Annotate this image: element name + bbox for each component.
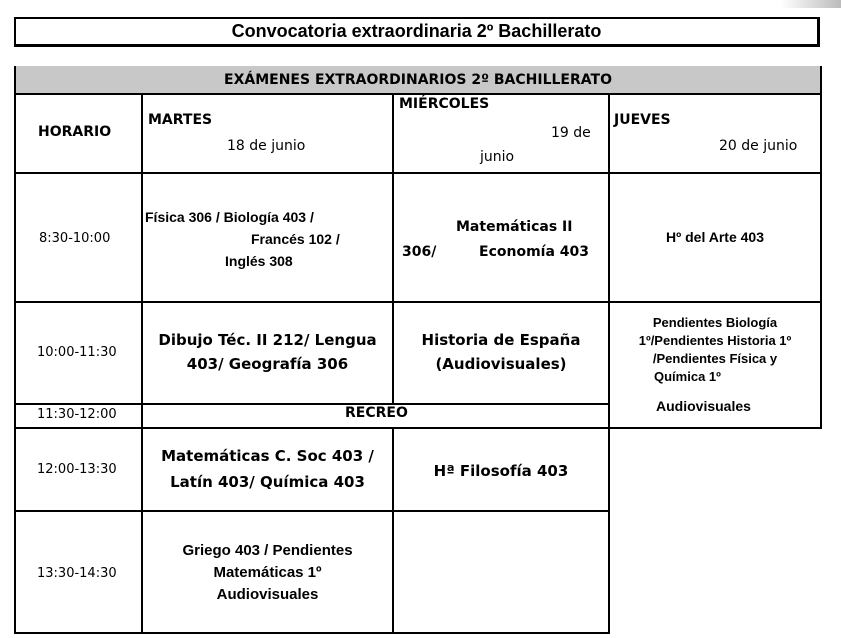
time-slot-5: 13:30-14:30 bbox=[37, 566, 117, 581]
exam-line: Matemáticas 1º bbox=[213, 564, 322, 581]
exam-line: Pendientes Biología bbox=[652, 315, 778, 330]
exam-line: Audiovisuales bbox=[656, 398, 751, 414]
time-slot-1: 8:30-10:00 bbox=[39, 231, 111, 246]
time-slot-2: 10:00-11:30 bbox=[37, 345, 117, 360]
exam-line: Física 306 / Biología 403 / bbox=[145, 209, 314, 225]
top-bar-shade bbox=[781, 0, 841, 8]
exam-line: Matemáticas C. Soc 403 / bbox=[161, 447, 374, 465]
document-title: Convocatoria extraordinaria 2º Bachillerato bbox=[14, 17, 820, 47]
exam-line: (Audiovisuales) bbox=[435, 355, 567, 373]
exam-line: /Pendientes Física y bbox=[652, 351, 778, 366]
exam-line: Economía 403 bbox=[479, 244, 589, 260]
date-miercoles-1: 19 de bbox=[551, 125, 591, 141]
table-banner: EXÁMENES EXTRAORDINARIOS 2º BACHILLERATO bbox=[14, 66, 822, 93]
exam-line: Francés 102 / bbox=[251, 231, 340, 247]
exam-line: Griego 403 / Pendientes bbox=[182, 542, 353, 559]
exam-line: 306/ bbox=[402, 244, 437, 260]
exam-line: Historia de España bbox=[421, 331, 581, 349]
horario-header: HORARIO bbox=[38, 124, 112, 140]
day-miercoles: MIÉRCOLES bbox=[399, 96, 490, 112]
exam-line: Química 1º bbox=[654, 369, 721, 384]
day-jueves: JUEVES bbox=[614, 112, 671, 128]
date-jueves: 20 de junio bbox=[719, 138, 798, 154]
recreo-label: RECREO bbox=[345, 405, 408, 421]
date-martes: 18 de junio bbox=[227, 138, 306, 154]
exam-jueves-slot1: Hº del Arte 403 bbox=[666, 229, 764, 245]
exam-line: Audiovisuales bbox=[216, 586, 319, 603]
exam-line: Latín 403/ Química 403 bbox=[170, 473, 365, 491]
top-bar bbox=[0, 0, 841, 8]
date-miercoles-2: junio bbox=[480, 149, 515, 165]
day-martes: MARTES bbox=[148, 112, 213, 128]
exam-miercoles-slot4: Hª Filosofía 403 bbox=[433, 462, 569, 480]
exam-line: Inglés 308 bbox=[225, 253, 293, 269]
time-slot-3: 11:30-12:00 bbox=[37, 407, 117, 422]
exam-line: 403/ Geografía 306 bbox=[186, 355, 349, 373]
exam-line: Dibujo Téc. II 212/ Lengua bbox=[158, 331, 377, 349]
time-slot-4: 12:00-13:30 bbox=[37, 462, 117, 477]
exam-line: 1º/Pendientes Historia 1º bbox=[638, 333, 792, 348]
exam-line: Matemáticas II bbox=[456, 219, 573, 235]
